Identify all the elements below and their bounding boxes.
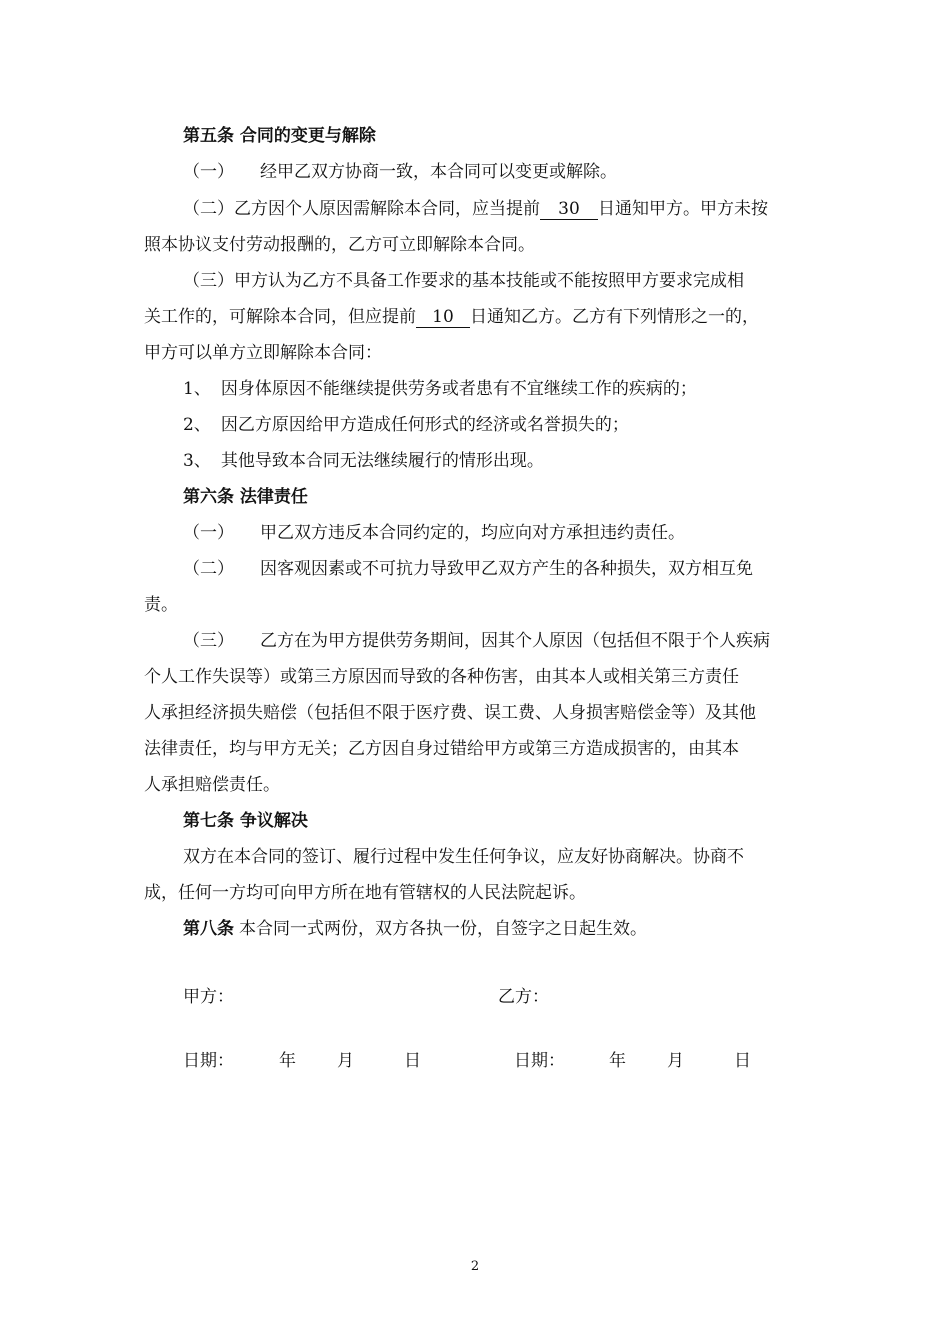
notice-days-blank: 10 (416, 307, 470, 328)
article-6-clause-3 (183, 629, 814, 653)
article-5-clause-3-cont (144, 305, 814, 329)
article-6-clause-3-cont: 人承担经济损失赔偿（包括但不限于医疗费、误工费、人身损害赔偿金等）及其他 (144, 703, 756, 723)
article-5-clause-2-cont: 照本协议支付劳动报酬的，乙方可立即解除本合同。 (144, 235, 535, 255)
list-number: 1、 (183, 379, 211, 399)
list-item (183, 413, 814, 437)
party-b-date-label: 日期： (514, 1051, 565, 1071)
list-item (183, 377, 814, 401)
article-6-heading: 第六条 法律责任 (183, 487, 308, 507)
article-6-clause-1 (183, 521, 814, 545)
party-b-month: 月 (667, 1051, 684, 1071)
clause-text: 因客观因素或不可抗力导致甲乙双方产生的各种损失，双方相互免 (260, 559, 753, 579)
clause-number: （一） (183, 523, 234, 543)
party-b-day: 日 (734, 1051, 751, 1071)
article-8-text: 本合同一式两份，双方各执一份，自签字之日起生效。 (239, 919, 647, 939)
article-6-clause-3-cont: 人承担赔偿责任。 (144, 775, 280, 795)
article-5-clause-3-cont: 甲方可以单方立即解除本合同： (144, 343, 382, 363)
clause-text: （二）乙方因个人原因需解除本合同，应当提前 (183, 199, 540, 219)
article-6-clause-3-cont: 个人工作失误等）或第三方原因而导致的各种伤害，由其本人或相关第三方责任 (144, 667, 739, 687)
article-6-clause-2-cont: 责。 (144, 595, 178, 615)
clause-text: 关工作的，可解除本合同，但应提前 (144, 307, 416, 327)
list-text: 因乙方原因给甲方造成任何形式的经济或名誉损失的； (220, 415, 629, 435)
article-8 (183, 917, 814, 941)
article-7-heading: 第七条 争议解决 (183, 811, 308, 831)
party-a-day: 日 (404, 1051, 421, 1071)
party-b-year: 年 (609, 1051, 626, 1071)
clause-text: 乙方在为甲方提供劳务期间，因其个人原因（包括但不限于个人疾病 (260, 631, 770, 651)
notice-days-blank: 30 (540, 199, 598, 220)
list-item (183, 449, 814, 473)
party-a-year: 年 (279, 1051, 296, 1071)
party-a-label: 甲方： (183, 987, 234, 1007)
clause-text: 日通知甲方。甲方未按 (598, 199, 768, 219)
clause-text: 经甲乙双方协商一致，本合同可以变更或解除。 (260, 162, 617, 182)
clause-text: 日通知乙方。乙方有下列情形之一的， (470, 307, 759, 327)
clause-text: 甲乙双方违反本合同约定的，均应向对方承担违约责任。 (260, 523, 685, 543)
article-5-clause-3: （三）甲方认为乙方不具备工作要求的基本技能或不能按照甲方要求完成相 (183, 271, 744, 291)
article-8-heading: 第八条 (183, 919, 234, 939)
clause-number: （一） (183, 162, 234, 182)
clause-number: （二） (183, 559, 234, 579)
page-number: 2 (470, 1259, 480, 1274)
list-number: 2、 (183, 415, 211, 435)
clause-number: （三） (183, 631, 234, 651)
list-text: 其他导致本合同无法继续履行的情形出现。 (220, 451, 544, 471)
article-7-paragraph: 双方在本合同的签订、履行过程中发生任何争议，应友好协商解决。协商不 (183, 847, 744, 867)
party-b-label: 乙方： (498, 987, 549, 1007)
list-text: 因身体原因不能继续提供劳务或者患有不宜继续工作的疾病的； (220, 379, 697, 399)
party-a-month: 月 (337, 1051, 354, 1071)
party-a-date-label: 日期： (183, 1051, 234, 1071)
article-5-clause-2 (183, 197, 814, 221)
article-6-clause-3-cont: 法律责任，均与甲方无关；乙方因自身过错给甲方或第三方造成损害的，由其本 (144, 739, 739, 759)
list-number: 3、 (183, 451, 211, 471)
article-5-clause-1 (183, 160, 814, 184)
article-7-paragraph-cont: 成，任何一方均可向甲方所在地有管辖权的人民法院起诉。 (144, 883, 586, 903)
article-5-heading: 第五条 合同的变更与解除 (183, 126, 376, 146)
article-6-clause-2 (183, 557, 814, 581)
